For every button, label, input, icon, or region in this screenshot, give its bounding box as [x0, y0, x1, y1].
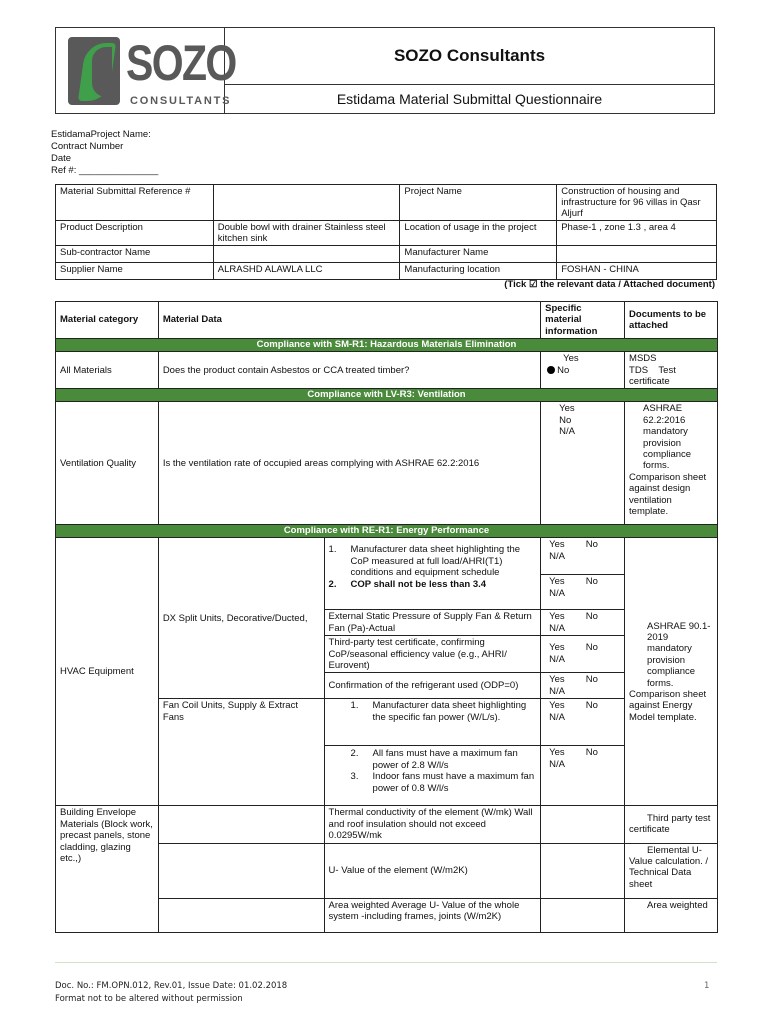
docs-ashrae-90: ASHRAE 90.1-2019 mandatory provision compliance forms.	[647, 620, 711, 689]
radio-selected-icon[interactable]	[547, 366, 555, 374]
hvac-static-pressure: External Static Pressure of Supply Fan & Return Fan (Pa)-Actual	[324, 610, 541, 636]
info-label: Supplier Name	[56, 263, 214, 280]
info-label: Manufacturing location	[400, 263, 557, 280]
envelope-thermal-conductivity: Thermal conductivity of the element (W/mk) Wall and roof insulation should not exceed 0.0295W/mk	[324, 806, 541, 843]
item-number: 1.	[328, 544, 337, 556]
item-number: 2.	[328, 578, 337, 590]
envelope-u-value: U- Value of the element (W/m2K)	[324, 843, 541, 898]
leaf-logo-icon	[68, 37, 120, 105]
option-no-label: No	[557, 364, 570, 376]
item-number: 2.	[350, 748, 359, 760]
hvac-refrigerant: Confirmation of the refrigerant used (ODP=0)	[324, 673, 541, 699]
hvac-fan-requirement-1	[324, 699, 541, 746]
docs-msds: MSDS TDS Test certificate	[625, 352, 718, 389]
project-meta	[51, 129, 158, 177]
item-number: 3.	[350, 771, 359, 783]
hvac-fan-requirement-2-3	[324, 746, 541, 806]
answer-cell[interactable]	[541, 898, 625, 932]
answer-yes-no[interactable]: Yes No N/A	[541, 575, 625, 610]
item-text: All fans must have a maximum fan power of 2.8 W/l/s	[372, 748, 518, 771]
hvac-fan-coil-units: Fan Coil Units, Supply & Extract Fans	[158, 699, 324, 806]
material-questionnaire-table	[55, 301, 718, 933]
answer-cell[interactable]	[541, 806, 625, 843]
answer-yes-no[interactable]	[541, 352, 625, 389]
info-label: Product Description	[56, 221, 214, 246]
ref-label: Ref #: _______________	[51, 165, 159, 176]
info-value[interactable]: FOSHAN - CHINA	[557, 263, 717, 280]
format-note: Format not to be altered without permission	[55, 993, 243, 1004]
info-label: Sub-contractor Name	[56, 246, 214, 263]
answer-yes-no[interactable]: Yes No N/A	[541, 538, 625, 575]
sozo-logo	[56, 29, 236, 113]
hvac-dx-units: DX Split Units, Decorative/Ducted,	[158, 538, 324, 699]
answer-ventilation[interactable]: Yes No N/A	[541, 402, 625, 525]
item-text: Indoor fans must have a maximum fan power of 0.8 W/l/s	[372, 771, 535, 794]
col-header-specific-info: Specific material information	[541, 302, 625, 339]
docs-area-weighted: Area weighted	[625, 898, 718, 932]
question-asbestos: Does the product contain Asbestos or CCA treated timber?	[158, 352, 540, 389]
info-value[interactable]: Construction of housing and infrastructure for 96 villas in Qasr Aljurf	[557, 185, 717, 221]
info-label: Project Name	[400, 185, 557, 221]
category-hvac: HVAC Equipment	[56, 538, 159, 806]
info-value[interactable]	[213, 246, 400, 263]
docs-third-party-cert: Third party test certificate	[625, 806, 718, 843]
contract-number-label: Contract Number	[51, 141, 124, 152]
logo-word: SOZO	[126, 34, 236, 91]
answer-cell[interactable]	[541, 843, 625, 898]
info-value[interactable]: ALRASHD ALAWLA LLC	[213, 263, 400, 280]
info-label: Material Submittal Reference #	[56, 185, 214, 221]
hvac-third-party-cert: Third-party test certificate, confirming CoP/seasonal efficiency value (e.g., AHRI/ Eurovent)	[324, 636, 541, 673]
docs-ventilation	[625, 402, 718, 525]
section-band-re-r1: Compliance with RE-R1: Energy Performance	[56, 525, 718, 538]
section-band-lv-r3: Compliance with LV-R3: Ventilation	[56, 389, 718, 402]
question-ventilation: Is the ventilation rate of occupied areas complying with ASHRAE 62.2:2016	[158, 402, 540, 525]
page-number: 1	[704, 981, 710, 991]
info-value[interactable]	[213, 185, 400, 221]
envelope-material-data	[158, 898, 324, 932]
answer-yes-no[interactable]: Yes No N/A	[541, 699, 625, 746]
answer-yes-no[interactable]: Yes No N/A	[541, 673, 625, 699]
item-text: COP shall not be less than 3.4	[350, 578, 487, 590]
answer-yes-no[interactable]: Yes No N/A	[541, 636, 625, 673]
option-yes[interactable]: Yes	[563, 353, 579, 365]
date-label: Date	[51, 153, 72, 164]
docs-ashrae-62: ASHRAE 62.2:2016 mandatory provision compliance forms.	[643, 403, 692, 472]
col-header-documents: Documents to be attached	[625, 302, 718, 339]
info-value[interactable]	[557, 246, 717, 263]
docs-energy-model: Comparison sheet against Energy Model template.	[629, 688, 707, 723]
docs-hvac	[625, 538, 718, 806]
category-all-materials: All Materials	[56, 352, 159, 389]
envelope-material-data	[158, 843, 324, 898]
item-text: Manufacturer data sheet highlighting the CoP measured at full load/AHRI(T1) conditions and equipment schedule	[350, 544, 521, 579]
category-ventilation: Ventilation Quality	[56, 402, 159, 525]
logo-subtitle: CONSULTANTS	[130, 94, 232, 107]
answer-yes-no[interactable]: Yes No N/A	[541, 610, 625, 636]
info-label: Manufacturer Name	[400, 246, 557, 263]
tick-instruction: (Tick ☑ the relevant data / Attached document)	[504, 279, 715, 290]
project-name-label: EstidamaProject Name:	[51, 129, 151, 140]
section-band-sm-r1: Compliance with SM-R1: Hazardous Materials Elimination	[56, 339, 718, 352]
info-value[interactable]: Double bowl with drainer Stainless steel kitchen sink	[213, 221, 400, 246]
item-text: Manufacturer data sheet highlighting the specific fan power (W/L/s).	[372, 700, 527, 723]
header-table	[55, 27, 715, 114]
info-label: Location of usage in the project	[400, 221, 557, 246]
info-value[interactable]: Phase-1 , zone 1.3 , area 4	[557, 221, 717, 246]
company-title: SOZO Consultants	[225, 28, 715, 85]
form-title: Estidama Material Submittal Questionnaire	[225, 85, 715, 114]
item-number: 1.	[350, 700, 359, 712]
envelope-material-data	[158, 806, 324, 843]
col-header-material-data: Material Data	[158, 302, 540, 339]
category-building-envelope: Building Envelope Materials (Block work, precast panels, stone cladding, glazing etc.,)	[56, 806, 159, 932]
option-no[interactable]	[547, 365, 620, 376]
hvac-dx-requirement-1-2	[324, 538, 541, 610]
answer-yes-no[interactable]: Yes No N/A	[541, 746, 625, 806]
footer-divider	[55, 962, 717, 963]
footer	[55, 980, 287, 1005]
doc-number: Doc. No.: FM.OPN.012, Rev.01, Issue Date: 01.02.2018	[55, 981, 288, 991]
docs-u-value-calc: Elemental U-Value calculation. / Technical Data sheet	[625, 843, 718, 898]
logo-cell	[56, 28, 236, 114]
envelope-area-weighted: Area weighted Average U- Value of the whole system -including frames, joints (W/m2K)	[324, 898, 541, 932]
docs-comparison-sheet: Comparison sheet against design ventilation template.	[629, 471, 707, 518]
col-header-category: Material category	[56, 302, 159, 339]
submittal-info-table	[55, 184, 717, 280]
